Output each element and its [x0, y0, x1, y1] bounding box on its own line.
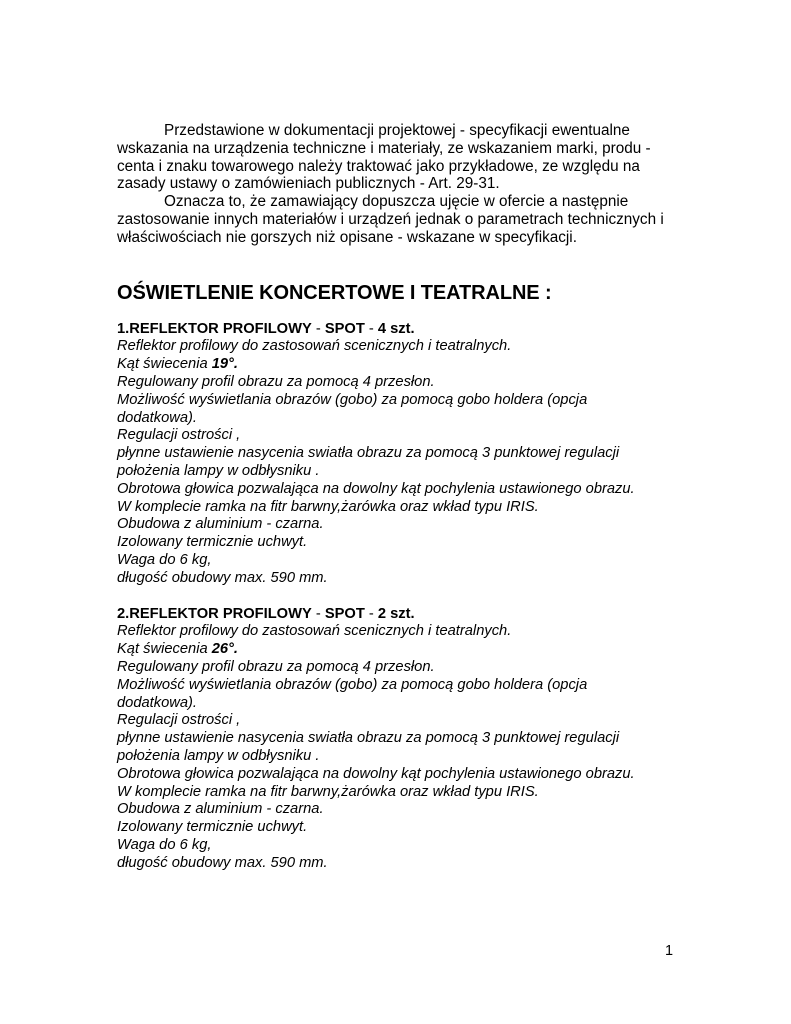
section-heading: OŚWIETLENIE KONCERTOWE I TEATRALNE :: [117, 281, 552, 304]
desc-line: Możliwość wyświetlania obrazów (gobo) za pomocą gobo holdera (opcja: [117, 391, 588, 408]
desc-line: położenia lampy w odbłysniku .: [117, 747, 320, 764]
spec-item-1: [117, 321, 677, 588]
desc-line: Reflektor profilowy do zastosowań scenicznych i teatralnych.: [117, 623, 512, 640]
spec-item-2: [117, 606, 677, 873]
desc-line: Regulowany profil obrazu za pomocą 4 przesłon.: [117, 373, 435, 390]
item-separator: -: [311, 605, 325, 622]
item-separator: -: [364, 320, 378, 337]
desc-line: płynne ustawienie nasycenia swiatła obrazu za pomocą 3 punktowej regulacji: [117, 730, 620, 747]
page-number: 1: [665, 943, 674, 959]
item-name: 2.REFLEKTOR PROFILOWY: [117, 605, 312, 622]
desc-line: W komplecie ramka na fitr barwny,żarówka oraz wkład typu IRIS.: [117, 783, 539, 800]
item-name: 1.REFLEKTOR PROFILOWY: [117, 320, 312, 337]
desc-line: dodatkowa).: [117, 694, 198, 711]
item-description: [117, 338, 677, 587]
item-separator: -: [364, 605, 378, 622]
item-type: SPOT: [324, 320, 365, 337]
desc-line: Izolowany termicznie uchwyt.: [117, 534, 308, 551]
desc-line-angle: [117, 356, 677, 374]
desc-line-angle: [117, 641, 677, 659]
desc-line: Regulacji ostrości ,: [117, 427, 241, 444]
item-title: [117, 321, 677, 339]
angle-value: 26°.: [211, 641, 238, 658]
desc-line: Możliwość wyświetlania obrazów (gobo) za pomocą gobo holdera (opcja: [117, 676, 588, 693]
item-separator: -: [311, 320, 325, 337]
desc-line: Reflektor profilowy do zastosowań scenicznych i teatralnych.: [117, 338, 512, 355]
desc-line: W komplecie ramka na fitr barwny,żarówka oraz wkład typu IRIS.: [117, 498, 539, 515]
desc-line: Regulowany profil obrazu za pomocą 4 przesłon.: [117, 658, 435, 675]
desc-line: długość obudowy max. 590 mm.: [117, 854, 328, 871]
item-quantity: 2 szt.: [377, 605, 415, 622]
item-title: [117, 606, 677, 624]
item-type: SPOT: [324, 605, 365, 622]
desc-line: Izolowany termicznie uchwyt.: [117, 819, 308, 836]
desc-line: Obrotowa głowica pozwalająca na dowolny kąt pochylenia ustawionego obrazu.: [117, 765, 635, 782]
angle-label: Kąt świecenia: [117, 641, 212, 658]
desc-line: Waga do 6 kg,: [117, 551, 212, 568]
desc-line: dodatkowa).: [117, 409, 198, 426]
desc-line: Obudowa z aluminium - czarna.: [117, 516, 324, 533]
desc-line: położenia lampy w odbłysniku .: [117, 462, 320, 479]
item-description: [117, 623, 677, 872]
desc-line: Waga do 6 kg,: [117, 836, 212, 853]
document-page: [117, 122, 677, 872]
angle-value: 19°.: [211, 356, 238, 373]
desc-line: długość obudowy max. 590 mm.: [117, 569, 328, 586]
desc-line: Regulacji ostrości ,: [117, 712, 241, 729]
item-quantity: 4 szt.: [377, 320, 415, 337]
angle-label: Kąt świecenia: [117, 356, 212, 373]
desc-line: Obudowa z aluminium - czarna.: [117, 801, 324, 818]
desc-line: Obrotowa głowica pozwalająca na dowolny kąt pochylenia ustawionego obrazu.: [117, 480, 635, 497]
intro-paragraph-1: Przedstawione w dokumentacji projektowej - specyfikacji ewentualne wskazania na urządzenia techniczne i materiały, ze wskazaniem marki, produ - centa i znaku towarowego należy traktować jako przykładowe, ze względu na zasady ustawy o zamówieniach publicznych - Art. 29-31.: [117, 122, 651, 193]
desc-line: płynne ustawienie nasycenia swiatła obrazu za pomocą 3 punktowej regulacji: [117, 445, 620, 462]
intro-paragraph-2: Oznacza to, że zamawiający dopuszcza ujęcie w ofercie a następnie zastosowanie innych materiałów i urządzeń jednak o parametrach technicznych i właściwościach nie gorszych niż opisane - wskazane w specyfikacji.: [117, 193, 664, 246]
intro-section: [117, 122, 677, 247]
